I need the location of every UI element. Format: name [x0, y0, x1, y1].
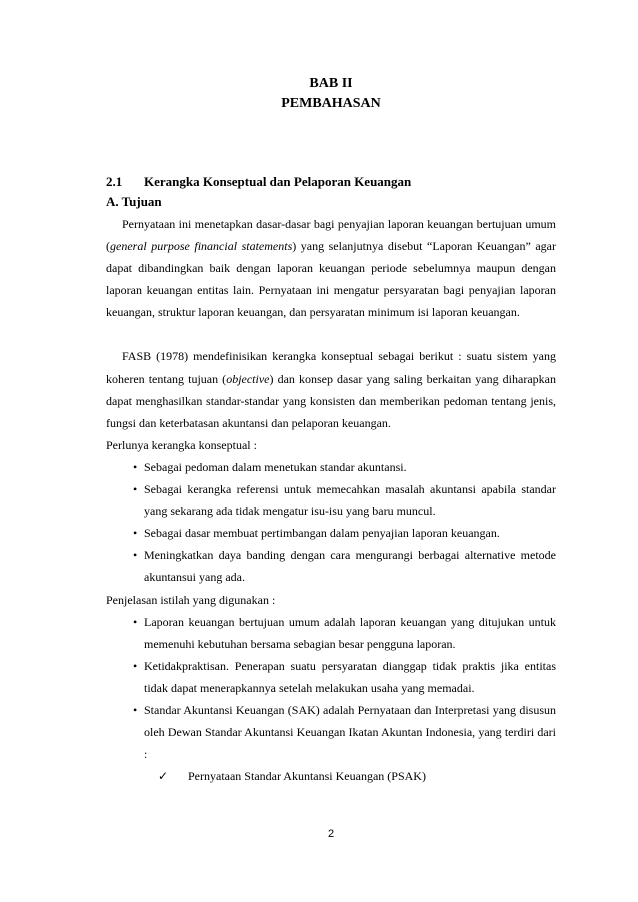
needs-list [106, 456, 556, 589]
italic-term: general purpose financial statements [110, 239, 293, 254]
list-item: • Sebagai pedoman dalam menetukan standar akuntansi. [106, 456, 556, 478]
paragraph-text: FASB (1978) mendefinisikan kerangka konseptual sebagai berikut : suatu sistem yang koheren tentang tujuan ( [106, 349, 556, 386]
subsection-heading: A. Tujuan [106, 194, 162, 209]
sak-item-label: Pernyataan Standar Akuntansi Keuangan (PSAK) [188, 769, 426, 784]
list-item: • Sebagai kerangka referensi untuk memecahkan masalah akuntansi apabila standar yang sekarang ada tidak mengatur isu-isu yang baru muncul. [106, 478, 556, 522]
terms-heading: Penjelasan istilah yang digunakan : [106, 592, 276, 607]
section-heading [106, 174, 411, 190]
needs-heading: Perlunya kerangka konseptual : [106, 437, 257, 452]
paragraph-text: Pernyataan ini menetapkan dasar-dasar bagi penyajian laporan keuangan bertujuan umum ( [106, 217, 556, 254]
list-item: • Sebagai dasar membuat pertimbangan dalam penyajian laporan keuangan. [106, 522, 556, 544]
list-item: • Standar Akuntansi Keuangan (SAK) adalah Pernyataan dan Interpretasi yang disusun oleh Dewan Standar Akuntansi Keuangan Ikatan Akuntan Indonesia, yang terdiri dari : [106, 699, 556, 765]
list-item: • Meningkatkan daya banding dengan cara mengurangi berbagai alternative metode akuntansui yang ada. [106, 544, 556, 588]
chapter-heading: BAB II [309, 76, 353, 91]
chapter-title: PEMBAHASAN [281, 96, 381, 111]
checkmark-icon: ✓ [158, 769, 169, 784]
body-text [106, 213, 556, 787]
paragraph-tujuan [106, 213, 556, 323]
terms-list [106, 611, 556, 766]
list-item: • Ketidakpraktisan. Penerapan suatu persyaratan dianggap tidak praktis jika entitas tidak dapat menerapkannya setelah melakukan usaha yang memadai. [106, 655, 556, 699]
list-item: • Laporan keuangan bertujuan umum adalah laporan keuangan yang ditujukan untuk memenuhi kebutuhan bersama sebagian besar pengguna laporan. [106, 611, 556, 655]
list-item [106, 765, 556, 787]
section-number: 2.1 [106, 174, 123, 189]
paragraph-fasb [106, 345, 556, 433]
page-number: 2 [327, 828, 335, 840]
paragraph-text: ) dan konsep dasar yang saling berkaitan yang diharapkan dapat menghasilkan standar-standar yang konsisten dan memberikan pedoman tentang jenis, fungsi dan keterbatasan akuntansi dan pelaporan keuangan. [106, 371, 556, 430]
italic-term: objective [226, 371, 270, 386]
sak-list [106, 765, 556, 787]
section-title: Kerangka Konseptual dan Pelaporan Keuangan [144, 174, 412, 189]
paragraph-text: ) yang selanjutnya disebut “Laporan Keuangan” agar dapat dibandingkan baik dengan laporan keuangan periode sebelumnya maupun dengan laporan keuangan entitas lain. Pernyataan ini mengatur persyaratan bagi penyajian laporan keuangan, struktur laporan keuangan, dan persyaratan minimum isi laporan keuangan. [106, 239, 556, 320]
